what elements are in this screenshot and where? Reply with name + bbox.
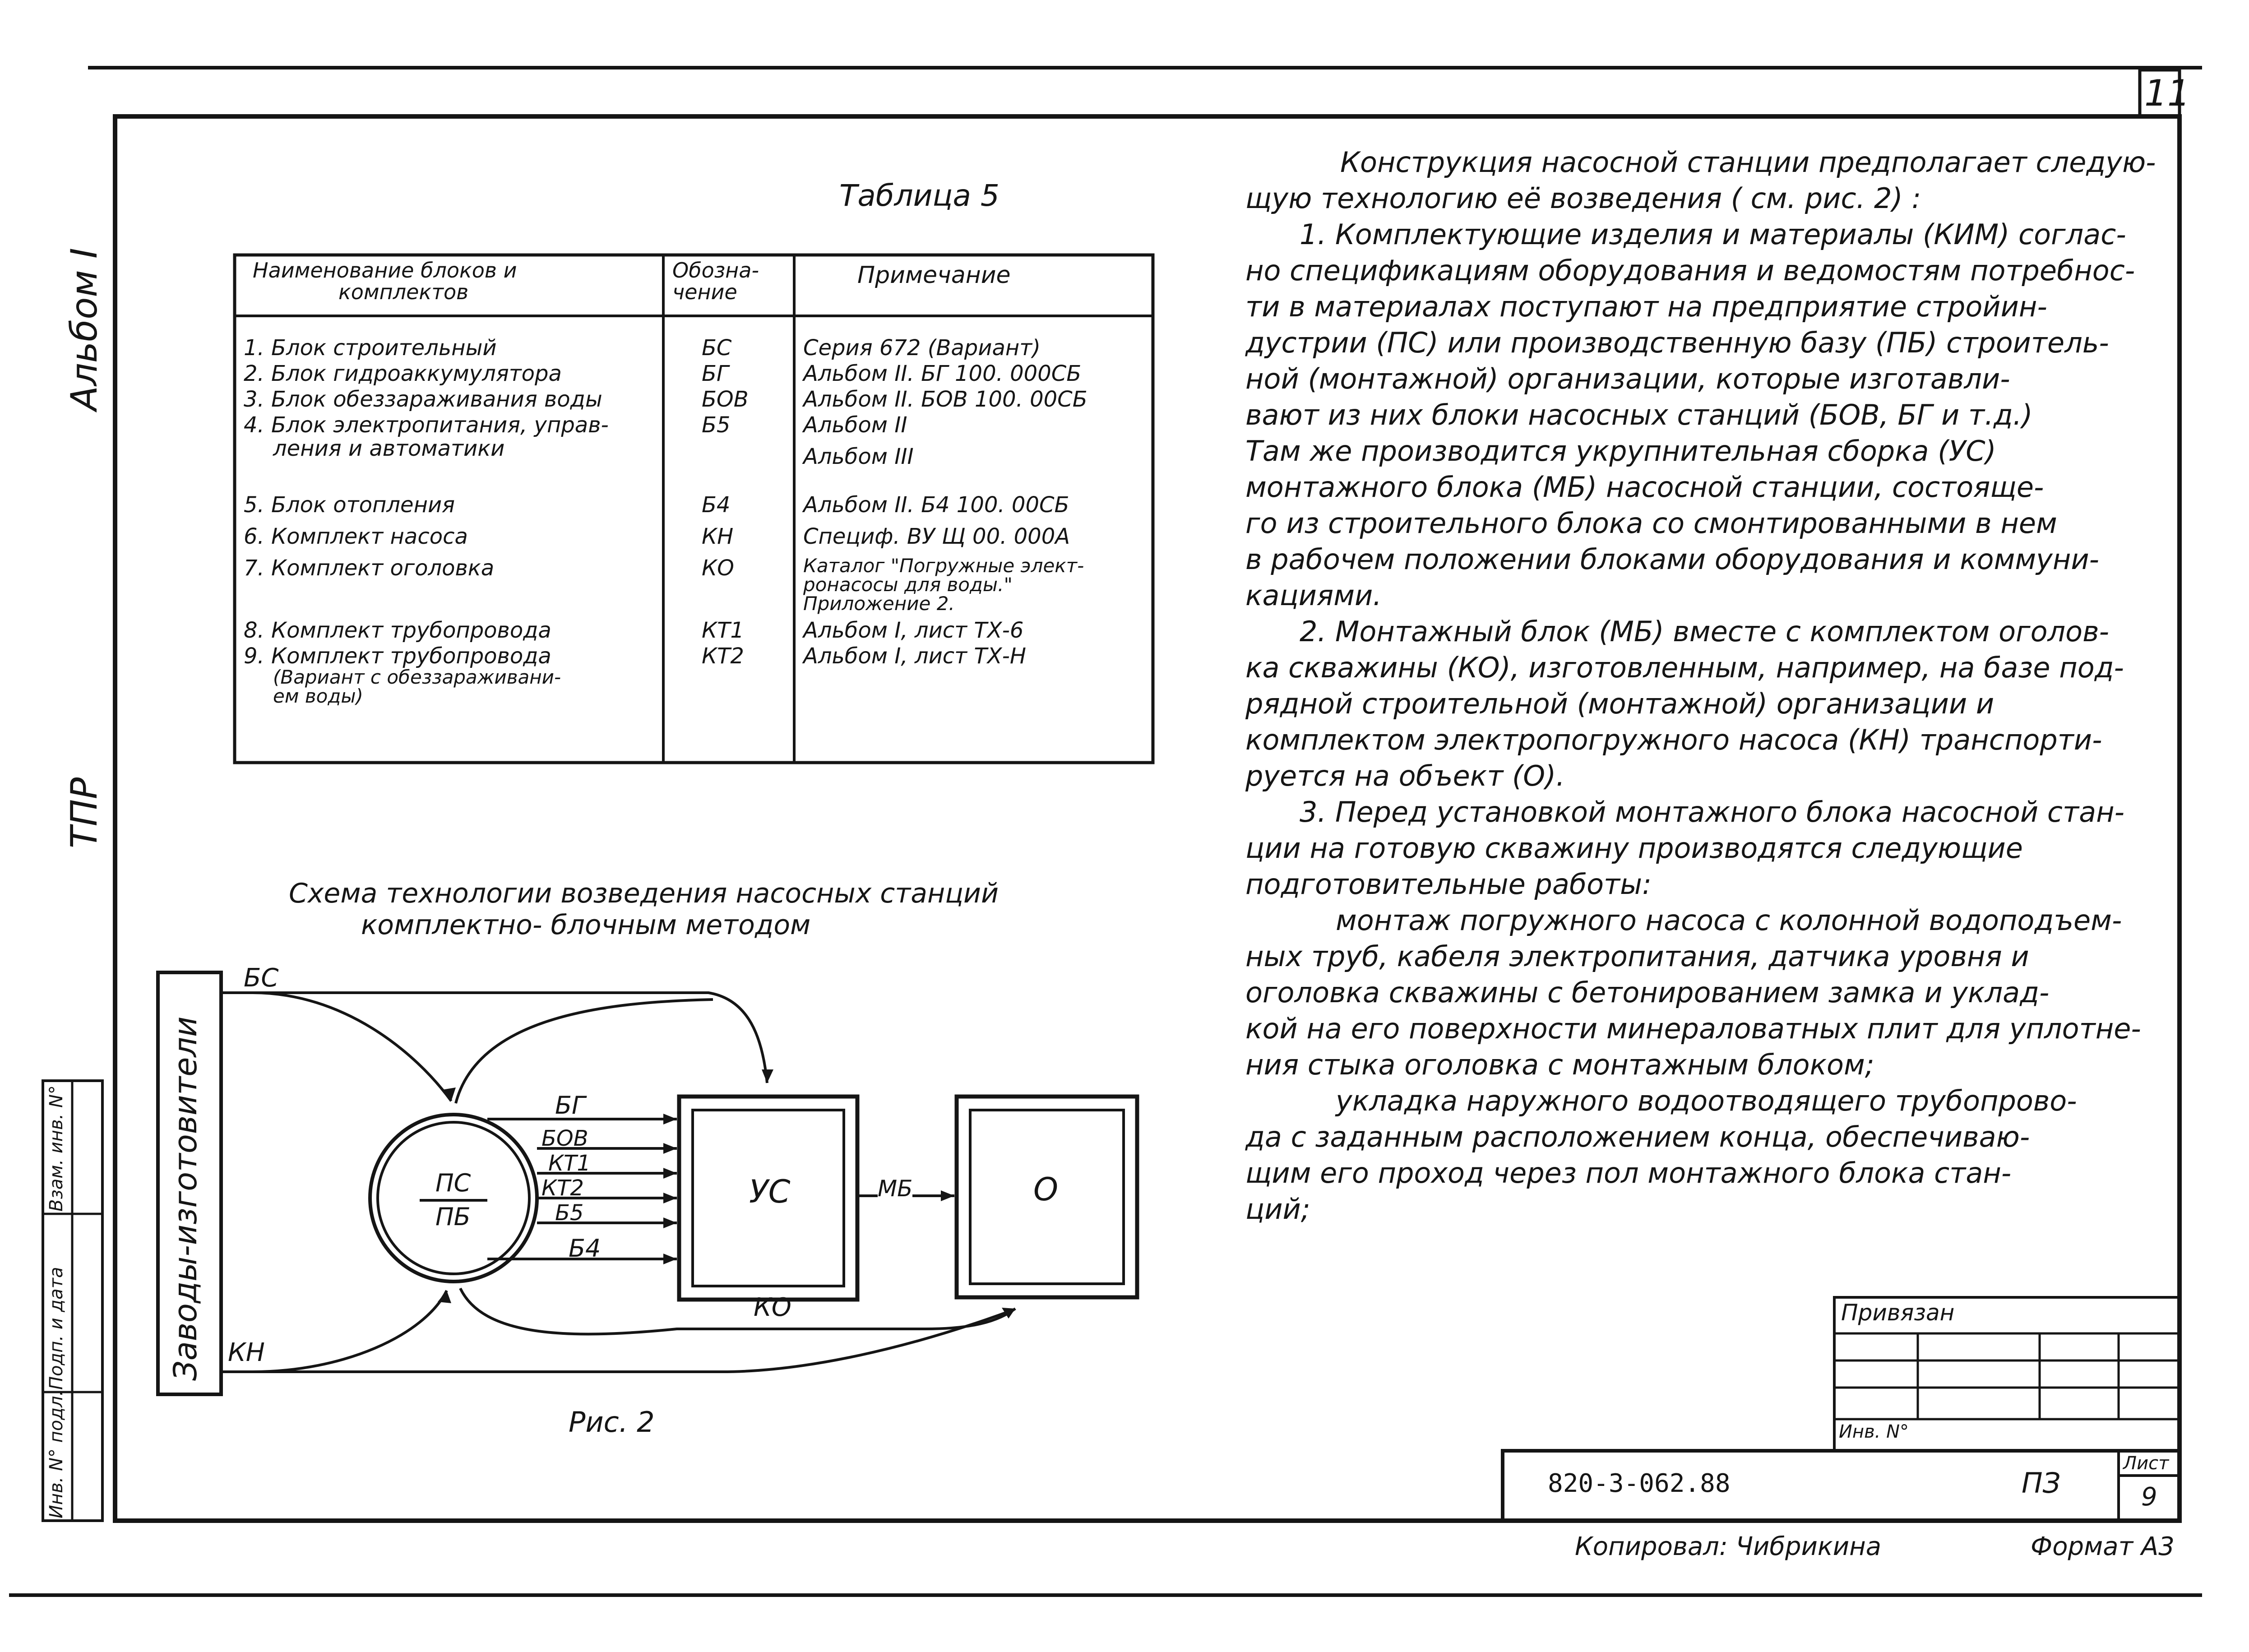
table5-row-name-list <box>244 336 609 706</box>
scheme-title-line1: Схема технологии возведения насосных станций <box>289 878 999 909</box>
table-row: ем воды) <box>273 685 363 707</box>
table-row: 5. Блок отопления <box>244 492 455 518</box>
table-row: 1. Блок строительный <box>244 335 497 361</box>
sidebar-tpr: ТПР <box>63 777 105 848</box>
box-us-label: УС <box>749 1173 791 1210</box>
stamp-inv-no: Инв. N° <box>1839 1421 1909 1442</box>
label-kn: КН <box>228 1338 265 1367</box>
circle-bottom-label: ПБ <box>435 1203 471 1231</box>
arrow-label-bov: БОВ <box>541 1126 588 1151</box>
figure-caption: Рис. 2 <box>569 1406 655 1439</box>
stamp-list-label: Лист <box>2123 1453 2169 1474</box>
table5-header-note: Примечание <box>857 262 1011 289</box>
table5-title: Таблица 5 <box>839 178 1000 213</box>
label-ko: КО <box>754 1293 791 1322</box>
sidebar-album: Альбом I <box>63 248 105 411</box>
table-row: 3. Блок обеззараживания воды <box>244 387 602 412</box>
arrow-label-kt2: КТ2 <box>541 1175 584 1201</box>
stamp-doc-code: 820-3-062.88 <box>1548 1469 1731 1498</box>
arrow-label-bg: БГ <box>555 1091 586 1120</box>
table-row: ления и автоматики <box>273 436 505 461</box>
table-row: 4. Блок электропитания, управ- <box>244 412 609 438</box>
table5-header-name: Наименование блоков и комплектов <box>253 258 517 304</box>
stamp-section: ПЗ <box>2022 1467 2061 1499</box>
factories-label: Заводы-изготовители <box>167 1016 204 1381</box>
stamp-list-no: 9 <box>2141 1482 2157 1512</box>
strip-podp-data: Подп. и дата <box>46 1267 67 1390</box>
table-row: 9. Комплект трубопровода <box>244 643 551 669</box>
strip-inv-podl: Инв. N° подл. <box>46 1390 67 1518</box>
table-row: 2. Блок гидроаккумулятора <box>244 361 562 386</box>
copied-by: Копировал: Чибрикина <box>1575 1532 1882 1561</box>
arrow-label-kt1: КТ1 <box>548 1151 591 1176</box>
arrow-label-b5: Б5 <box>555 1200 584 1226</box>
table-row: 8. Комплект трубопровода <box>244 618 551 643</box>
label-mb: МБ <box>878 1175 913 1202</box>
stamp-privyazan: Привязан <box>1841 1300 1955 1326</box>
label-bs: БС <box>244 963 279 993</box>
description-text: Конструкция насосной станции предполагает следую- щую технологию её возведения ( см. рис. 2) : 1. Комплектующие изделия и материалы (КИМ) соглас- но спецификациям оборудования и ведомостям потребнос- ти в материалах поступают на предприятие стройин- дустрии (ПС) или производственную базу (ПБ) строитель- ной (монтажной) организации, которые изготавли- вают из них блоки насосных станций (БОВ, БГ и т.д.) Там же производится укрупнительная сборка (УС) монтажного блока (МБ) насосной станции, состояще- го из строительного блока со смонтированными в нем в рабочем положении блоками оборудования и коммуни- кациями. 2. Монтажный блок (МБ) вместе с комплектом оголов- ка скважины (КО), изготовленным, например, на базе под- рядной строительной (монтажной) организации и комплектом электропогружного насоса (КН) транспорти- руется на объект (О). 3. Перед установкой монтажного блока насосной стан- ции на готовую скважину производятся следующие подготовительные работы: монтаж погружного насоса с колонной водоподъем- ных труб, кабеля электропитания, датчика уровня и оголовка скважины с бетонированием замка и уклад- кой на его поверхности минераловатных плит для уплотне- ния стыка оголовка с монтажным блоком; укладка наружного водоотводящего трубопрово- да с заданным расположением конца, обеспечиваю- щим его проход через пол монтажного блока стан- ций; <box>1245 146 2156 1226</box>
table-row: (Вариант с обеззараживани- <box>273 666 561 688</box>
sheet-format: Формат А3 <box>2031 1532 2175 1561</box>
table5-row-note-list: Серия 672 (Вариант) Альбом II. БГ 100. 000СБ Альбом II. БОВ 100. 00СБ Альбом II Альбом III Альбом II. Б4 100. 00СБ Специф. ВУ Щ 00. 000А Каталог "Погружные элект- ронасосы для воды." Приложение 2. Альбом I, лист ТХ-6 Альбом I, лист ТХ-Н <box>803 335 1087 669</box>
table-row: 6. Комплект насоса <box>244 524 468 549</box>
table-row: 7. Комплект оголовка <box>244 555 495 581</box>
page-number: 11 <box>2144 72 2190 114</box>
box-o-label: О <box>1033 1171 1059 1208</box>
table5-row-code-list: БС БГ БОВ Б5 Б4 КН КО КТ1 КТ2 <box>702 335 749 669</box>
table5-header-code: Обозна- чение <box>672 258 759 304</box>
circle-top-label: ПС <box>435 1169 471 1197</box>
strip-vzam-inv: Взам. инв. N° <box>46 1085 67 1212</box>
arrow-label-b4: Б4 <box>569 1234 601 1263</box>
scheme-title-line2: комплектно- блочным методом <box>361 909 811 941</box>
